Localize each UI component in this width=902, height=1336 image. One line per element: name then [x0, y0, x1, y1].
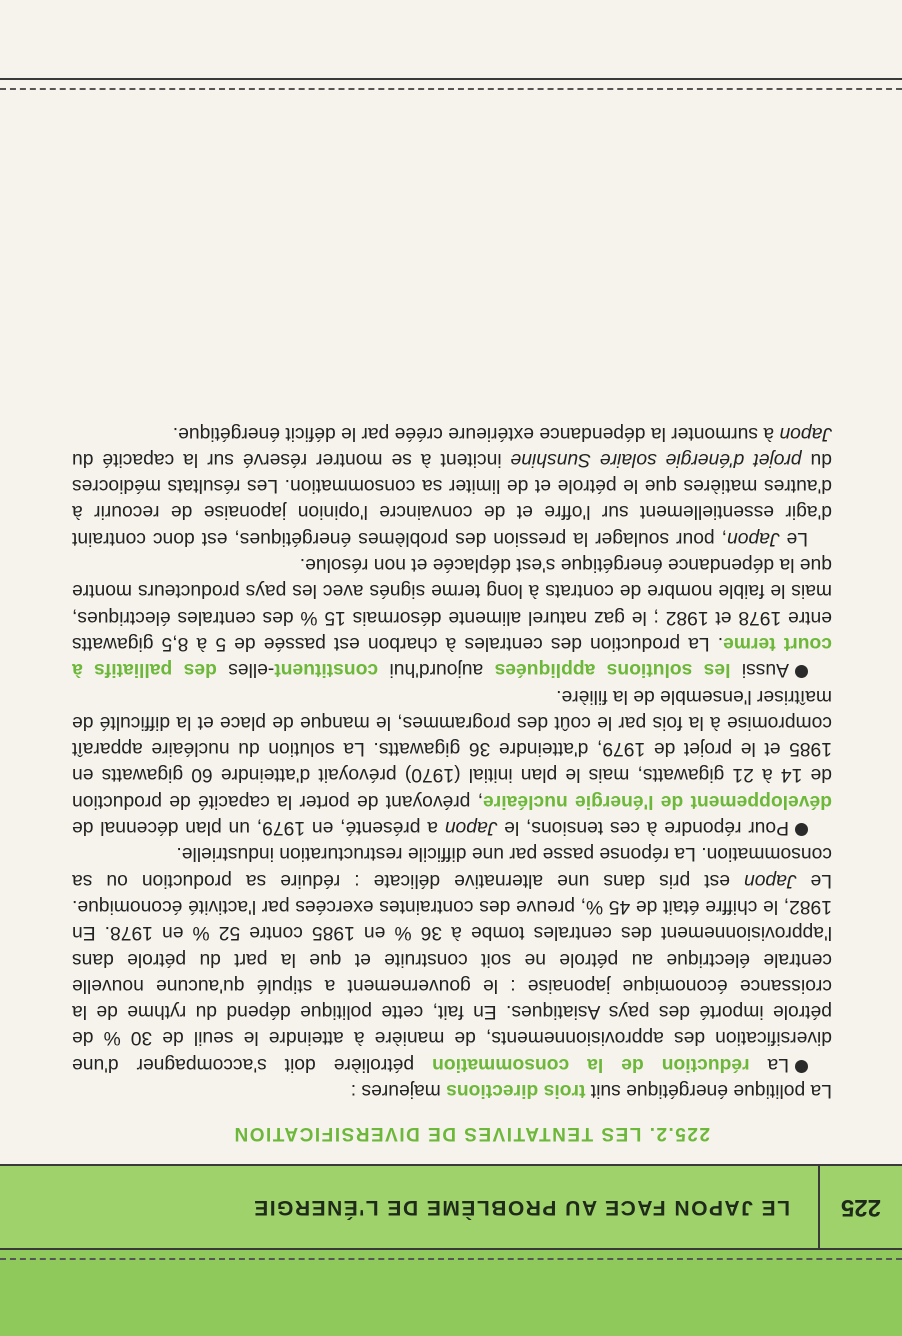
solid-rule-bottom [0, 78, 902, 80]
keyword: trois directions [446, 1080, 586, 1101]
keyword: constituent [274, 659, 379, 681]
keyword: réduction de la consommation [432, 1053, 750, 1075]
bullet-paragraph-1: La réduction de la consommation pétrolière doit s'accompagner d'une diversification des approvisionnements, de manière à atteindre le seuil de 30 % de pétrole importé des pays Asiatiques. En fait, cette politique dépend du rythme de la croissance économique japonaise : le gouvernement a stipulé qu'aucune nouvelle centrale électrique au pétrole ne soit construite et que la part du pétrole dans l'approvisionnement des centrales tombe à 36 % en 1985 contre 52 % en 1978. En 1982, le chiffre était de 45 %, preuve des contraintes exercées par l'activité économique. Le Japon est pris dans une alternative délicate : réduire sa production ou sa consommation. La réponse passe par une difficile restructuration industrielle. [72, 843, 832, 1075]
intro-paragraph: La politique énergétique suit trois directions majeures : [350, 1080, 832, 1101]
dashed-rule-bottom [0, 88, 902, 90]
conclusion-paragraph: Le Japon, pour soulager la pression des problèmes énergétiques, est donc contraint d'agir essentiellement sur l'offre et de convaincre l'opinion japonaise de recourir à d'autres matières que le pétrole et de limiter sa consommation. Les résultats médiocres du projet d'énergie solaire Sunshine incitent à se montrer réservé sur la capacité du Japon à surmonter la dépendance extérieure créée par le déficit énergétique. [72, 422, 832, 549]
page-header [0, 1164, 902, 1250]
chapter-title: LE JAPON FACE AU PROBLÈME DE L'ÉNERGIE [252, 1196, 790, 1219]
bullet-paragraph-3: Aussi les solutions appliquées aujourd'hui constituent-elles des palliatifs à court terme. La production des centrales à charbon est passée de 5 à 8,5 gigawatts entre 1978 et 1982 ; le gaz naturel alimente désormais 15 % des centrales électriques, mais le faible nombre de contrats à long terme signés avec les pays producteurs montre que la dépendance énergétique s'est déplacée et non résolue. [72, 554, 832, 681]
bullet-icon [795, 1060, 808, 1073]
body-text [72, 419, 832, 1103]
dashed-rule-top [0, 1258, 902, 1260]
keyword: développement de l'énergie nucléaire [483, 790, 832, 812]
bullet-paragraph-2: Pour répondre à ces tensions, le Japon a présenté, en 1979, un plan décennal de développement de l'énergie nucléaire, prévoyant de porter la capacité de production de 14 à 21 gigawatts, mais le plan initial (1970) prévoyait d'atteindre 60 gigawatts en 1985 et le projet de 1979, d'atteindre 36 gigawatts. La solution du nucléaire apparaît compromise à la fois par le coût des programmes, le manque de place et la difficulté de maîtriser l'ensemble de la filière. [72, 685, 832, 839]
keyword: des palliatifs à court terme [72, 632, 832, 681]
bullet-icon [795, 665, 808, 678]
page-number: 225 [818, 1166, 902, 1248]
keyword: les solutions appliquées [494, 659, 731, 681]
bullet-icon [795, 823, 808, 836]
top-green-band [0, 1250, 902, 1336]
section-title: 225.2. LES TENTATIVES DE DIVERSIFICATION [232, 1123, 710, 1144]
